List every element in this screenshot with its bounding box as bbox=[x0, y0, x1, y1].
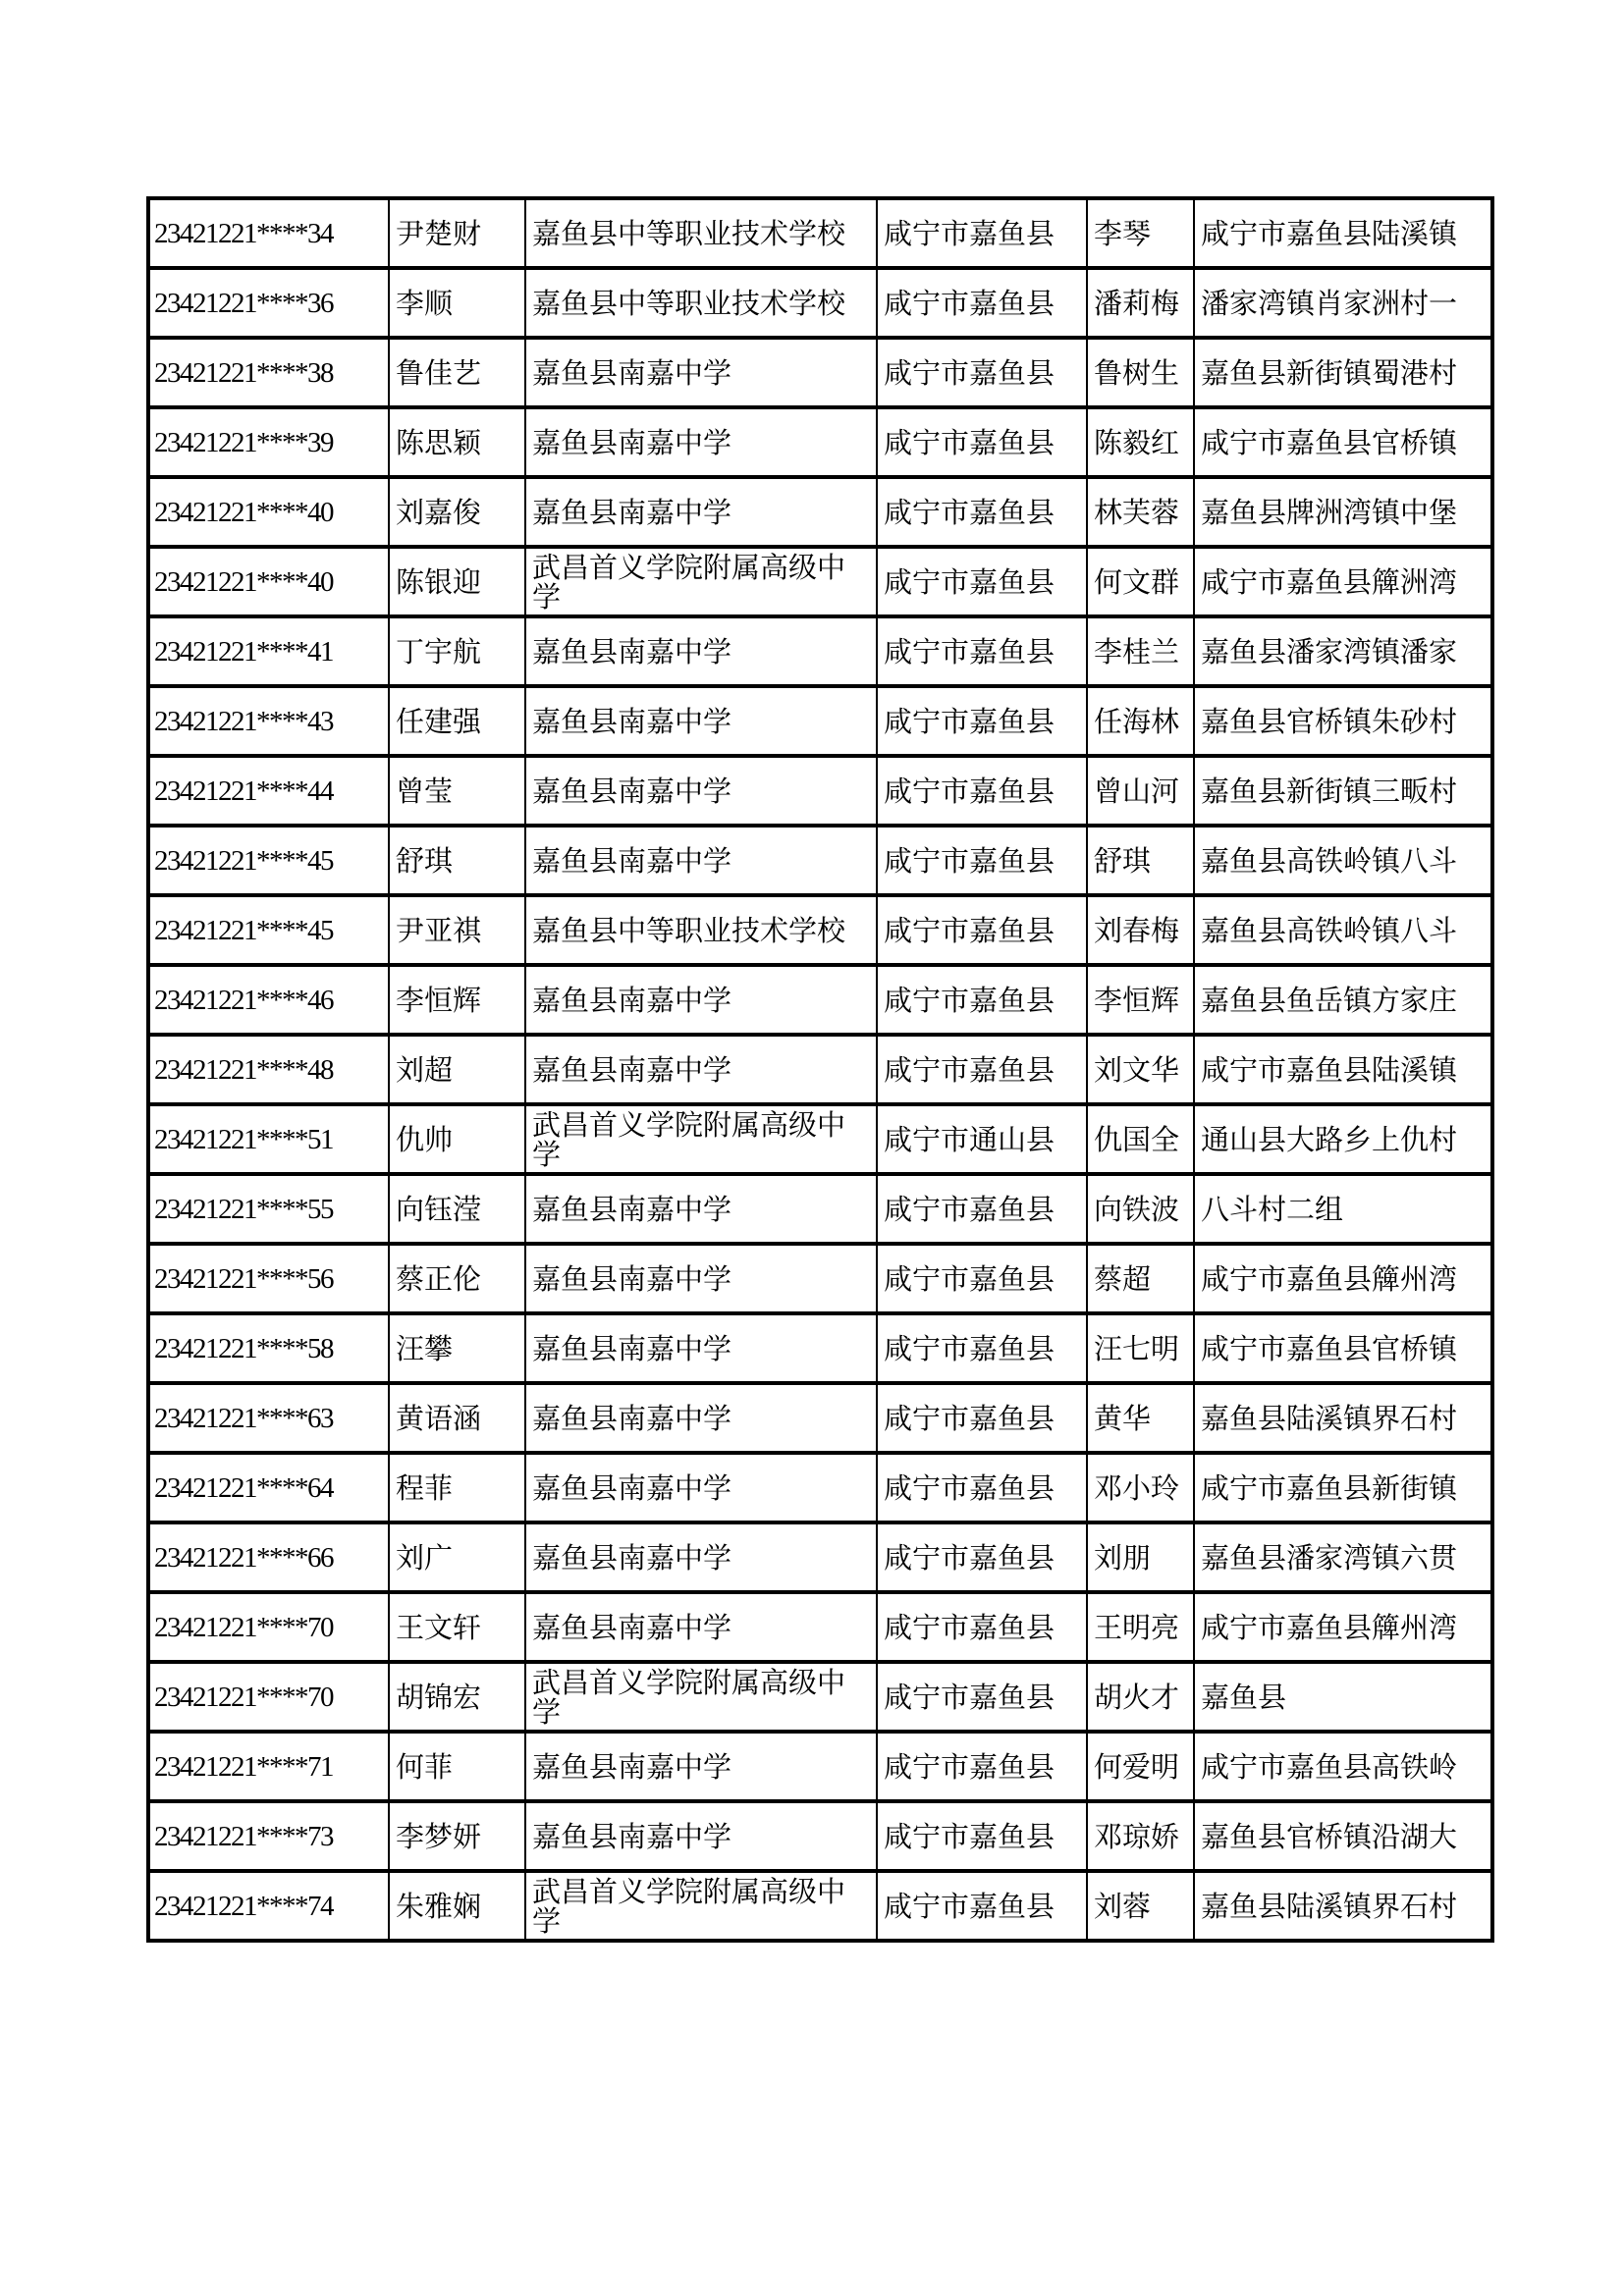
guardian-name-cell: 鲁树生 bbox=[1087, 338, 1194, 407]
address-cell: 嘉鱼县高铁岭镇八斗 bbox=[1194, 826, 1492, 895]
address-cell: 八斗村二组 bbox=[1194, 1174, 1492, 1244]
region-cell: 咸宁市嘉鱼县 bbox=[877, 1592, 1087, 1662]
student-id-cell: 23421221****51 bbox=[148, 1104, 389, 1174]
student-name-cell: 李恒辉 bbox=[389, 965, 525, 1035]
school-cell: 嘉鱼县南嘉中学 bbox=[525, 338, 877, 407]
student-id-cell: 23421221****66 bbox=[148, 1522, 389, 1592]
student-id-cell: 23421221****43 bbox=[148, 686, 389, 756]
school-cell: 嘉鱼县南嘉中学 bbox=[525, 616, 877, 686]
school-cell: 嘉鱼县南嘉中学 bbox=[525, 1313, 877, 1383]
student-id-cell: 23421221****40 bbox=[148, 547, 389, 616]
address-cell: 嘉鱼县牌洲湾镇中堡 bbox=[1194, 477, 1492, 547]
school-cell: 嘉鱼县南嘉中学 bbox=[525, 1244, 877, 1313]
table-row bbox=[148, 477, 1492, 547]
region-cell: 咸宁市嘉鱼县 bbox=[877, 1035, 1087, 1104]
guardian-name-cell: 李桂兰 bbox=[1087, 616, 1194, 686]
table-row bbox=[148, 1104, 1492, 1174]
region-cell: 咸宁市嘉鱼县 bbox=[877, 1871, 1087, 1941]
address-cell: 咸宁市嘉鱼县簰州湾 bbox=[1194, 1244, 1492, 1313]
school-cell: 嘉鱼县南嘉中学 bbox=[525, 1801, 877, 1871]
region-cell: 咸宁市嘉鱼县 bbox=[877, 1244, 1087, 1313]
guardian-name-cell: 陈毅红 bbox=[1087, 407, 1194, 477]
student-id-cell: 23421221****45 bbox=[148, 895, 389, 965]
student-id-cell: 23421221****70 bbox=[148, 1662, 389, 1732]
address-cell: 嘉鱼县新街镇三畈村 bbox=[1194, 756, 1492, 826]
student-id-cell: 23421221****73 bbox=[148, 1801, 389, 1871]
student-name-cell: 尹亚祺 bbox=[389, 895, 525, 965]
guardian-name-cell: 刘春梅 bbox=[1087, 895, 1194, 965]
table-row bbox=[148, 1592, 1492, 1662]
region-cell: 咸宁市嘉鱼县 bbox=[877, 756, 1087, 826]
school-cell: 嘉鱼县南嘉中学 bbox=[525, 826, 877, 895]
table-row bbox=[148, 965, 1492, 1035]
school-cell: 嘉鱼县南嘉中学 bbox=[525, 407, 877, 477]
address-cell: 潘家湾镇肖家洲村一 bbox=[1194, 268, 1492, 338]
student-id-cell: 23421221****36 bbox=[148, 268, 389, 338]
guardian-name-cell: 李恒辉 bbox=[1087, 965, 1194, 1035]
school-cell: 嘉鱼县中等职业技术学校 bbox=[525, 895, 877, 965]
table-row bbox=[148, 1871, 1492, 1941]
table-row bbox=[148, 616, 1492, 686]
guardian-name-cell: 汪七明 bbox=[1087, 1313, 1194, 1383]
region-cell: 咸宁市嘉鱼县 bbox=[877, 965, 1087, 1035]
student-id-cell: 23421221****74 bbox=[148, 1871, 389, 1941]
region-cell: 咸宁市嘉鱼县 bbox=[877, 686, 1087, 756]
school-cell: 嘉鱼县南嘉中学 bbox=[525, 1453, 877, 1522]
region-cell: 咸宁市嘉鱼县 bbox=[877, 1453, 1087, 1522]
address-cell: 咸宁市嘉鱼县官桥镇 bbox=[1194, 1313, 1492, 1383]
school-cell: 嘉鱼县中等职业技术学校 bbox=[525, 268, 877, 338]
table-row bbox=[148, 198, 1492, 268]
student-id-cell: 23421221****56 bbox=[148, 1244, 389, 1313]
table-row bbox=[148, 1244, 1492, 1313]
address-cell: 咸宁市嘉鱼县陆溪镇 bbox=[1194, 198, 1492, 268]
table-row bbox=[148, 1313, 1492, 1383]
table-row bbox=[148, 1801, 1492, 1871]
table-row bbox=[148, 1662, 1492, 1732]
table-row bbox=[148, 407, 1492, 477]
address-cell: 嘉鱼县新街镇蜀港村 bbox=[1194, 338, 1492, 407]
student-name-cell: 刘超 bbox=[389, 1035, 525, 1104]
guardian-name-cell: 林芙蓉 bbox=[1087, 477, 1194, 547]
student-name-cell: 任建强 bbox=[389, 686, 525, 756]
table-row bbox=[148, 1522, 1492, 1592]
guardian-name-cell: 邓琼娇 bbox=[1087, 1801, 1194, 1871]
student-name-cell: 丁宇航 bbox=[389, 616, 525, 686]
guardian-name-cell: 邓小玲 bbox=[1087, 1453, 1194, 1522]
student-name-cell: 刘嘉俊 bbox=[389, 477, 525, 547]
school-cell: 嘉鱼县南嘉中学 bbox=[525, 1174, 877, 1244]
region-cell: 咸宁市嘉鱼县 bbox=[877, 1522, 1087, 1592]
address-cell: 嘉鱼县高铁岭镇八斗 bbox=[1194, 895, 1492, 965]
student-name-cell: 鲁佳艺 bbox=[389, 338, 525, 407]
guardian-name-cell: 舒琪 bbox=[1087, 826, 1194, 895]
student-name-cell: 蔡正伦 bbox=[389, 1244, 525, 1313]
student-name-cell: 何菲 bbox=[389, 1732, 525, 1801]
address-cell: 嘉鱼县潘家湾镇六贯 bbox=[1194, 1522, 1492, 1592]
school-cell: 嘉鱼县南嘉中学 bbox=[525, 477, 877, 547]
region-cell: 咸宁市嘉鱼县 bbox=[877, 198, 1087, 268]
student-name-cell: 王文轩 bbox=[389, 1592, 525, 1662]
student-name-cell: 曾莹 bbox=[389, 756, 525, 826]
student-id-cell: 23421221****38 bbox=[148, 338, 389, 407]
roster-table-body bbox=[148, 198, 1492, 1941]
address-cell: 嘉鱼县官桥镇朱砂村 bbox=[1194, 686, 1492, 756]
region-cell: 咸宁市嘉鱼县 bbox=[877, 1383, 1087, 1453]
school-cell: 武昌首义学院附属高级中学 bbox=[525, 1662, 877, 1732]
student-id-cell: 23421221****46 bbox=[148, 965, 389, 1035]
student-id-cell: 23421221****64 bbox=[148, 1453, 389, 1522]
table-row bbox=[148, 1035, 1492, 1104]
student-id-cell: 23421221****48 bbox=[148, 1035, 389, 1104]
roster-table bbox=[146, 196, 1494, 1943]
student-name-cell: 李梦妍 bbox=[389, 1801, 525, 1871]
address-cell: 咸宁市嘉鱼县簰洲湾 bbox=[1194, 547, 1492, 616]
student-id-cell: 23421221****39 bbox=[148, 407, 389, 477]
address-cell: 咸宁市嘉鱼县陆溪镇 bbox=[1194, 1035, 1492, 1104]
student-id-cell: 23421221****40 bbox=[148, 477, 389, 547]
student-name-cell: 朱雅娴 bbox=[389, 1871, 525, 1941]
guardian-name-cell: 何文群 bbox=[1087, 547, 1194, 616]
table-row bbox=[148, 338, 1492, 407]
guardian-name-cell: 王明亮 bbox=[1087, 1592, 1194, 1662]
student-name-cell: 舒琪 bbox=[389, 826, 525, 895]
table-row bbox=[148, 826, 1492, 895]
school-cell: 嘉鱼县南嘉中学 bbox=[525, 1035, 877, 1104]
guardian-name-cell: 蔡超 bbox=[1087, 1244, 1194, 1313]
table-row bbox=[148, 1732, 1492, 1801]
school-cell: 嘉鱼县南嘉中学 bbox=[525, 756, 877, 826]
address-cell: 嘉鱼县鱼岳镇方家庄 bbox=[1194, 965, 1492, 1035]
student-id-cell: 23421221****34 bbox=[148, 198, 389, 268]
address-cell: 嘉鱼县官桥镇沿湖大 bbox=[1194, 1801, 1492, 1871]
student-id-cell: 23421221****70 bbox=[148, 1592, 389, 1662]
student-name-cell: 胡锦宏 bbox=[389, 1662, 525, 1732]
guardian-name-cell: 潘莉梅 bbox=[1087, 268, 1194, 338]
region-cell: 咸宁市嘉鱼县 bbox=[877, 1174, 1087, 1244]
student-id-cell: 23421221****41 bbox=[148, 616, 389, 686]
address-cell: 通山县大路乡上仇村 bbox=[1194, 1104, 1492, 1174]
region-cell: 咸宁市嘉鱼县 bbox=[877, 1662, 1087, 1732]
region-cell: 咸宁市嘉鱼县 bbox=[877, 338, 1087, 407]
student-name-cell: 程菲 bbox=[389, 1453, 525, 1522]
student-name-cell: 刘广 bbox=[389, 1522, 525, 1592]
guardian-name-cell: 李琴 bbox=[1087, 198, 1194, 268]
region-cell: 咸宁市嘉鱼县 bbox=[877, 477, 1087, 547]
address-cell: 咸宁市嘉鱼县新街镇 bbox=[1194, 1453, 1492, 1522]
student-id-cell: 23421221****44 bbox=[148, 756, 389, 826]
table-row bbox=[148, 686, 1492, 756]
school-cell: 嘉鱼县南嘉中学 bbox=[525, 686, 877, 756]
region-cell: 咸宁市嘉鱼县 bbox=[877, 1801, 1087, 1871]
guardian-name-cell: 黄华 bbox=[1087, 1383, 1194, 1453]
guardian-name-cell: 刘文华 bbox=[1087, 1035, 1194, 1104]
student-id-cell: 23421221****45 bbox=[148, 826, 389, 895]
table-row bbox=[148, 1174, 1492, 1244]
student-name-cell: 陈银迎 bbox=[389, 547, 525, 616]
student-id-cell: 23421221****55 bbox=[148, 1174, 389, 1244]
address-cell: 咸宁市嘉鱼县簰州湾 bbox=[1194, 1592, 1492, 1662]
region-cell: 咸宁市嘉鱼县 bbox=[877, 895, 1087, 965]
region-cell: 咸宁市嘉鱼县 bbox=[877, 407, 1087, 477]
student-name-cell: 黄语涵 bbox=[389, 1383, 525, 1453]
school-cell: 嘉鱼县南嘉中学 bbox=[525, 1732, 877, 1801]
guardian-name-cell: 任海林 bbox=[1087, 686, 1194, 756]
region-cell: 咸宁市嘉鱼县 bbox=[877, 547, 1087, 616]
address-cell: 嘉鱼县 bbox=[1194, 1662, 1492, 1732]
region-cell: 咸宁市嘉鱼县 bbox=[877, 826, 1087, 895]
guardian-name-cell: 何爱明 bbox=[1087, 1732, 1194, 1801]
address-cell: 咸宁市嘉鱼县官桥镇 bbox=[1194, 407, 1492, 477]
guardian-name-cell: 刘蓉 bbox=[1087, 1871, 1194, 1941]
guardian-name-cell: 仇国全 bbox=[1087, 1104, 1194, 1174]
student-name-cell: 仇帅 bbox=[389, 1104, 525, 1174]
student-id-cell: 23421221****71 bbox=[148, 1732, 389, 1801]
student-name-cell: 汪攀 bbox=[389, 1313, 525, 1383]
school-cell: 嘉鱼县南嘉中学 bbox=[525, 1383, 877, 1453]
student-name-cell: 陈思颖 bbox=[389, 407, 525, 477]
school-cell: 武昌首义学院附属高级中学 bbox=[525, 547, 877, 616]
address-cell: 嘉鱼县潘家湾镇潘家 bbox=[1194, 616, 1492, 686]
table-row bbox=[148, 1453, 1492, 1522]
table-row bbox=[148, 547, 1492, 616]
table-row bbox=[148, 268, 1492, 338]
school-cell: 嘉鱼县南嘉中学 bbox=[525, 1522, 877, 1592]
school-cell: 嘉鱼县南嘉中学 bbox=[525, 1592, 877, 1662]
school-cell: 嘉鱼县南嘉中学 bbox=[525, 965, 877, 1035]
region-cell: 咸宁市嘉鱼县 bbox=[877, 1313, 1087, 1383]
student-id-cell: 23421221****58 bbox=[148, 1313, 389, 1383]
student-name-cell: 尹楚财 bbox=[389, 198, 525, 268]
address-cell: 咸宁市嘉鱼县高铁岭 bbox=[1194, 1732, 1492, 1801]
student-id-cell: 23421221****63 bbox=[148, 1383, 389, 1453]
school-cell: 嘉鱼县中等职业技术学校 bbox=[525, 198, 877, 268]
region-cell: 咸宁市嘉鱼县 bbox=[877, 1732, 1087, 1801]
region-cell: 咸宁市嘉鱼县 bbox=[877, 268, 1087, 338]
guardian-name-cell: 向铁波 bbox=[1087, 1174, 1194, 1244]
table-row bbox=[148, 756, 1492, 826]
address-cell: 嘉鱼县陆溪镇界石村 bbox=[1194, 1383, 1492, 1453]
region-cell: 咸宁市通山县 bbox=[877, 1104, 1087, 1174]
address-cell: 嘉鱼县陆溪镇界石村 bbox=[1194, 1871, 1492, 1941]
school-cell: 武昌首义学院附属高级中学 bbox=[525, 1871, 877, 1941]
guardian-name-cell: 胡火才 bbox=[1087, 1662, 1194, 1732]
table-row bbox=[148, 895, 1492, 965]
table-row bbox=[148, 1383, 1492, 1453]
school-cell: 武昌首义学院附属高级中学 bbox=[525, 1104, 877, 1174]
student-name-cell: 李顺 bbox=[389, 268, 525, 338]
guardian-name-cell: 刘朋 bbox=[1087, 1522, 1194, 1592]
region-cell: 咸宁市嘉鱼县 bbox=[877, 616, 1087, 686]
student-name-cell: 向钰滢 bbox=[389, 1174, 525, 1244]
guardian-name-cell: 曾山河 bbox=[1087, 756, 1194, 826]
